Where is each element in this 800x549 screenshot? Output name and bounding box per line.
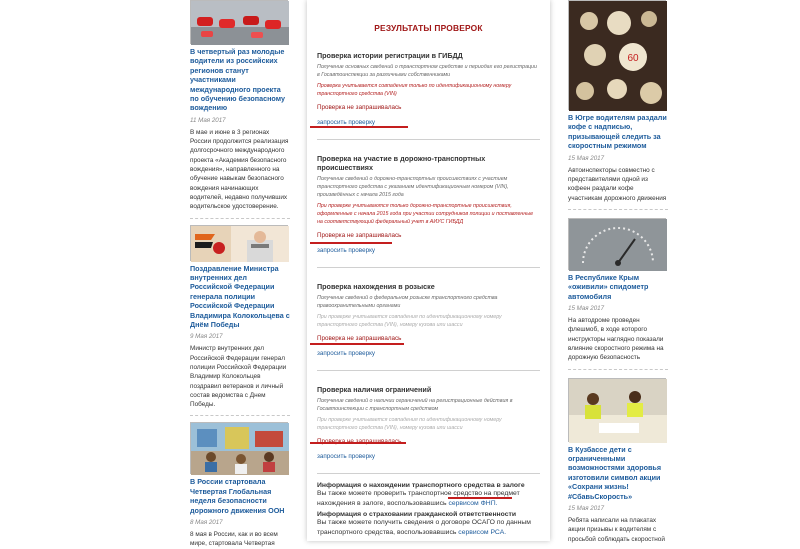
- news-title[interactable]: В Югре водителям раздали кофе с надписью, призывающей следить за скоростным режимом: [568, 113, 667, 151]
- speedometer-photo: [569, 219, 667, 271]
- insurance-info-body: Вы также можете получить сведения о договоре ОСАГО по данным транспортного средства, воспользовавшись: [317, 519, 531, 536]
- news-text: Автоинспекторы совместно с представителями одной из кофеен раздали кофе участникам дорожного движения: [568, 166, 667, 202]
- svg-text:60: 60: [627, 53, 639, 64]
- news-text: 8 мая в России, как и во всем мире, стартовала Четвертая: [190, 531, 278, 548]
- children-photo: [191, 423, 289, 475]
- divider: [190, 218, 290, 219]
- check-note: При проверке учитывается совпадения по идентификационному номеру транспортного средства (VIN), номеру кузова или шасси: [317, 417, 502, 431]
- left-news-column: [190, 0, 290, 549]
- divider: [317, 267, 540, 268]
- insurance-info-title: Информация о страховании гражданской ответственности: [317, 511, 517, 518]
- news-date: 15 Мая 2017: [568, 504, 605, 512]
- news-text: На автодроме проведен флешмоб, в ходе которого инструкторы наглядно показали влияние скоростного режима на дорожную безопасность: [568, 317, 664, 362]
- news-date: 15 Мая 2017: [568, 154, 605, 162]
- annotation-underline: [310, 442, 406, 444]
- annotation-underline: [310, 343, 404, 345]
- news-title[interactable]: В России стартовала Четвертая Глобальная неделя безопасности дорожного движения ООН: [190, 477, 285, 515]
- results-panel: [307, 0, 550, 541]
- check-note: Проверка учитывается совпадения только по идентификационному номеру транспортного средства (VIN): [317, 83, 512, 97]
- check-title: Проверка наличия ограничений: [317, 385, 432, 394]
- check-status: Проверка не запрашивалась: [317, 232, 402, 239]
- check-accidents: [317, 154, 540, 268]
- pledge-info-body: Вы также можете проверить транспортное средство на предмет нахождения в залоге, воспользовавшись: [317, 490, 520, 507]
- coffee-photo: [569, 1, 667, 111]
- fnp-service-link[interactable]: сервисом ФНП.: [448, 500, 498, 507]
- check-description: Получение сведений о наличии ограничений на регистрационные действия в Госавтоинспекции с транспортным средством: [317, 398, 513, 412]
- pledge-info-title: Информация о нахождении транспортного средства в залоге: [317, 482, 525, 489]
- news-text: В мае и июне в 3 регионах России продолжится реализация долгосрочного международного проекта «Академия безопасного вождения», направленного на обучение навыкам безопасного вождения начинающих водителей, недавно получивших водительское удостоверение.: [190, 128, 289, 211]
- check-wanted: [317, 282, 540, 371]
- news-image-cars[interactable]: [190, 0, 288, 44]
- news-image-speedometer[interactable]: [568, 218, 666, 270]
- cars-photo: [191, 1, 289, 45]
- check-note: При проверке учитываются только дорожно-транспортные происшествия, оформленные с начала 2015 года при участии сотрудников полиции и поставленные на соответствующий федеральный учет в АИУС ГИБДД: [317, 203, 534, 225]
- request-check-link[interactable]: запросить проверку: [317, 453, 376, 460]
- pledge-info-text: [317, 489, 540, 509]
- check-title: Проверка на участие в дорожно-транспортных происшествиях: [317, 154, 486, 172]
- request-check-link[interactable]: запросить проверку: [317, 247, 376, 254]
- rsa-service-link[interactable]: сервисом РСА.: [458, 529, 507, 536]
- news-date: 9 Мая 2017: [190, 333, 223, 341]
- news-image-kids[interactable]: [568, 378, 666, 442]
- divider: [317, 139, 540, 140]
- news-date: 8 Мая 2017: [190, 519, 223, 527]
- news-image-minister[interactable]: [190, 225, 288, 261]
- news-date: 11 Мая 2017: [190, 116, 226, 124]
- insurance-info-text: [317, 518, 540, 538]
- annotation-underline: [310, 242, 392, 244]
- annotation-underline: [310, 126, 408, 128]
- news-text: Министр внутренних дел Российской Федерации генерал полиции Российской Федерации Владимир Колокольцев поздравил ветеранов и личный состав ведомства с Днем Победы.: [190, 345, 287, 409]
- check-restrictions: [317, 385, 540, 474]
- divider: [568, 209, 668, 210]
- news-title[interactable]: Поздравление Министра внутренних дел Российской Федерации генерала полиции Российской Федерации Владимира Колокольцева с Днём Победы: [190, 263, 290, 329]
- check-note: При проверке учитывается совпадения по идентификационному номеру транспортного средства (VIN), номеру кузова или шасси: [317, 314, 502, 328]
- news-date: 15 Мая 2017: [568, 305, 605, 313]
- kids-photo: [569, 379, 667, 443]
- check-description: Получение сведений о федеральном розыске транспортного средства правоохранительными органами: [317, 295, 498, 309]
- check-title: Проверка истории регистрации в ГИБДД: [317, 51, 463, 60]
- page-title: РЕЗУЛЬТАТЫ ПРОВЕРОК: [374, 23, 483, 33]
- right-news-column: [568, 0, 668, 544]
- news-title[interactable]: В Кузбассе дети с ограниченными возможностями здоровья изготовили символ акции «Сохрани жизнь! #СбавьСкорость»: [568, 444, 662, 501]
- check-description: Получение сведений о дорожно-транспортных происшествиях с участием транспортного средства с указанием идентификационным номером (VIN), произведённых с начала 2015 года: [317, 176, 509, 198]
- news-image-coffee[interactable]: [568, 0, 666, 110]
- minister-photo: [191, 226, 289, 262]
- news-title[interactable]: В Республике Крым «оживили» спидометр автомобиля: [568, 272, 649, 301]
- request-check-link[interactable]: запросить проверку: [317, 350, 376, 357]
- divider: [317, 473, 540, 474]
- check-description: Получение основных сведений о транспортном средстве и периодах его регистрации в Госавтоинспекции за различными собственниками: [317, 64, 537, 78]
- divider: [568, 369, 668, 370]
- check-title: Проверка нахождения в розыске: [317, 282, 435, 291]
- check-status: Проверка не запрашивалась: [317, 104, 402, 111]
- news-title[interactable]: В четвертый раз молодые водители из российских регионов станут участниками международного проекта по обучению безопасному вождению: [190, 47, 285, 113]
- divider: [190, 415, 290, 416]
- news-image-children[interactable]: [190, 422, 288, 474]
- news-text: Ребята написали на плакатах акции призывы к водителям с просьбой соблюдать скоростной: [568, 516, 665, 543]
- check-status: Проверка не запрашивалась: [317, 335, 402, 342]
- request-check-link[interactable]: запросить проверку: [317, 119, 376, 126]
- divider: [317, 370, 540, 371]
- annotation-underline: [448, 497, 512, 499]
